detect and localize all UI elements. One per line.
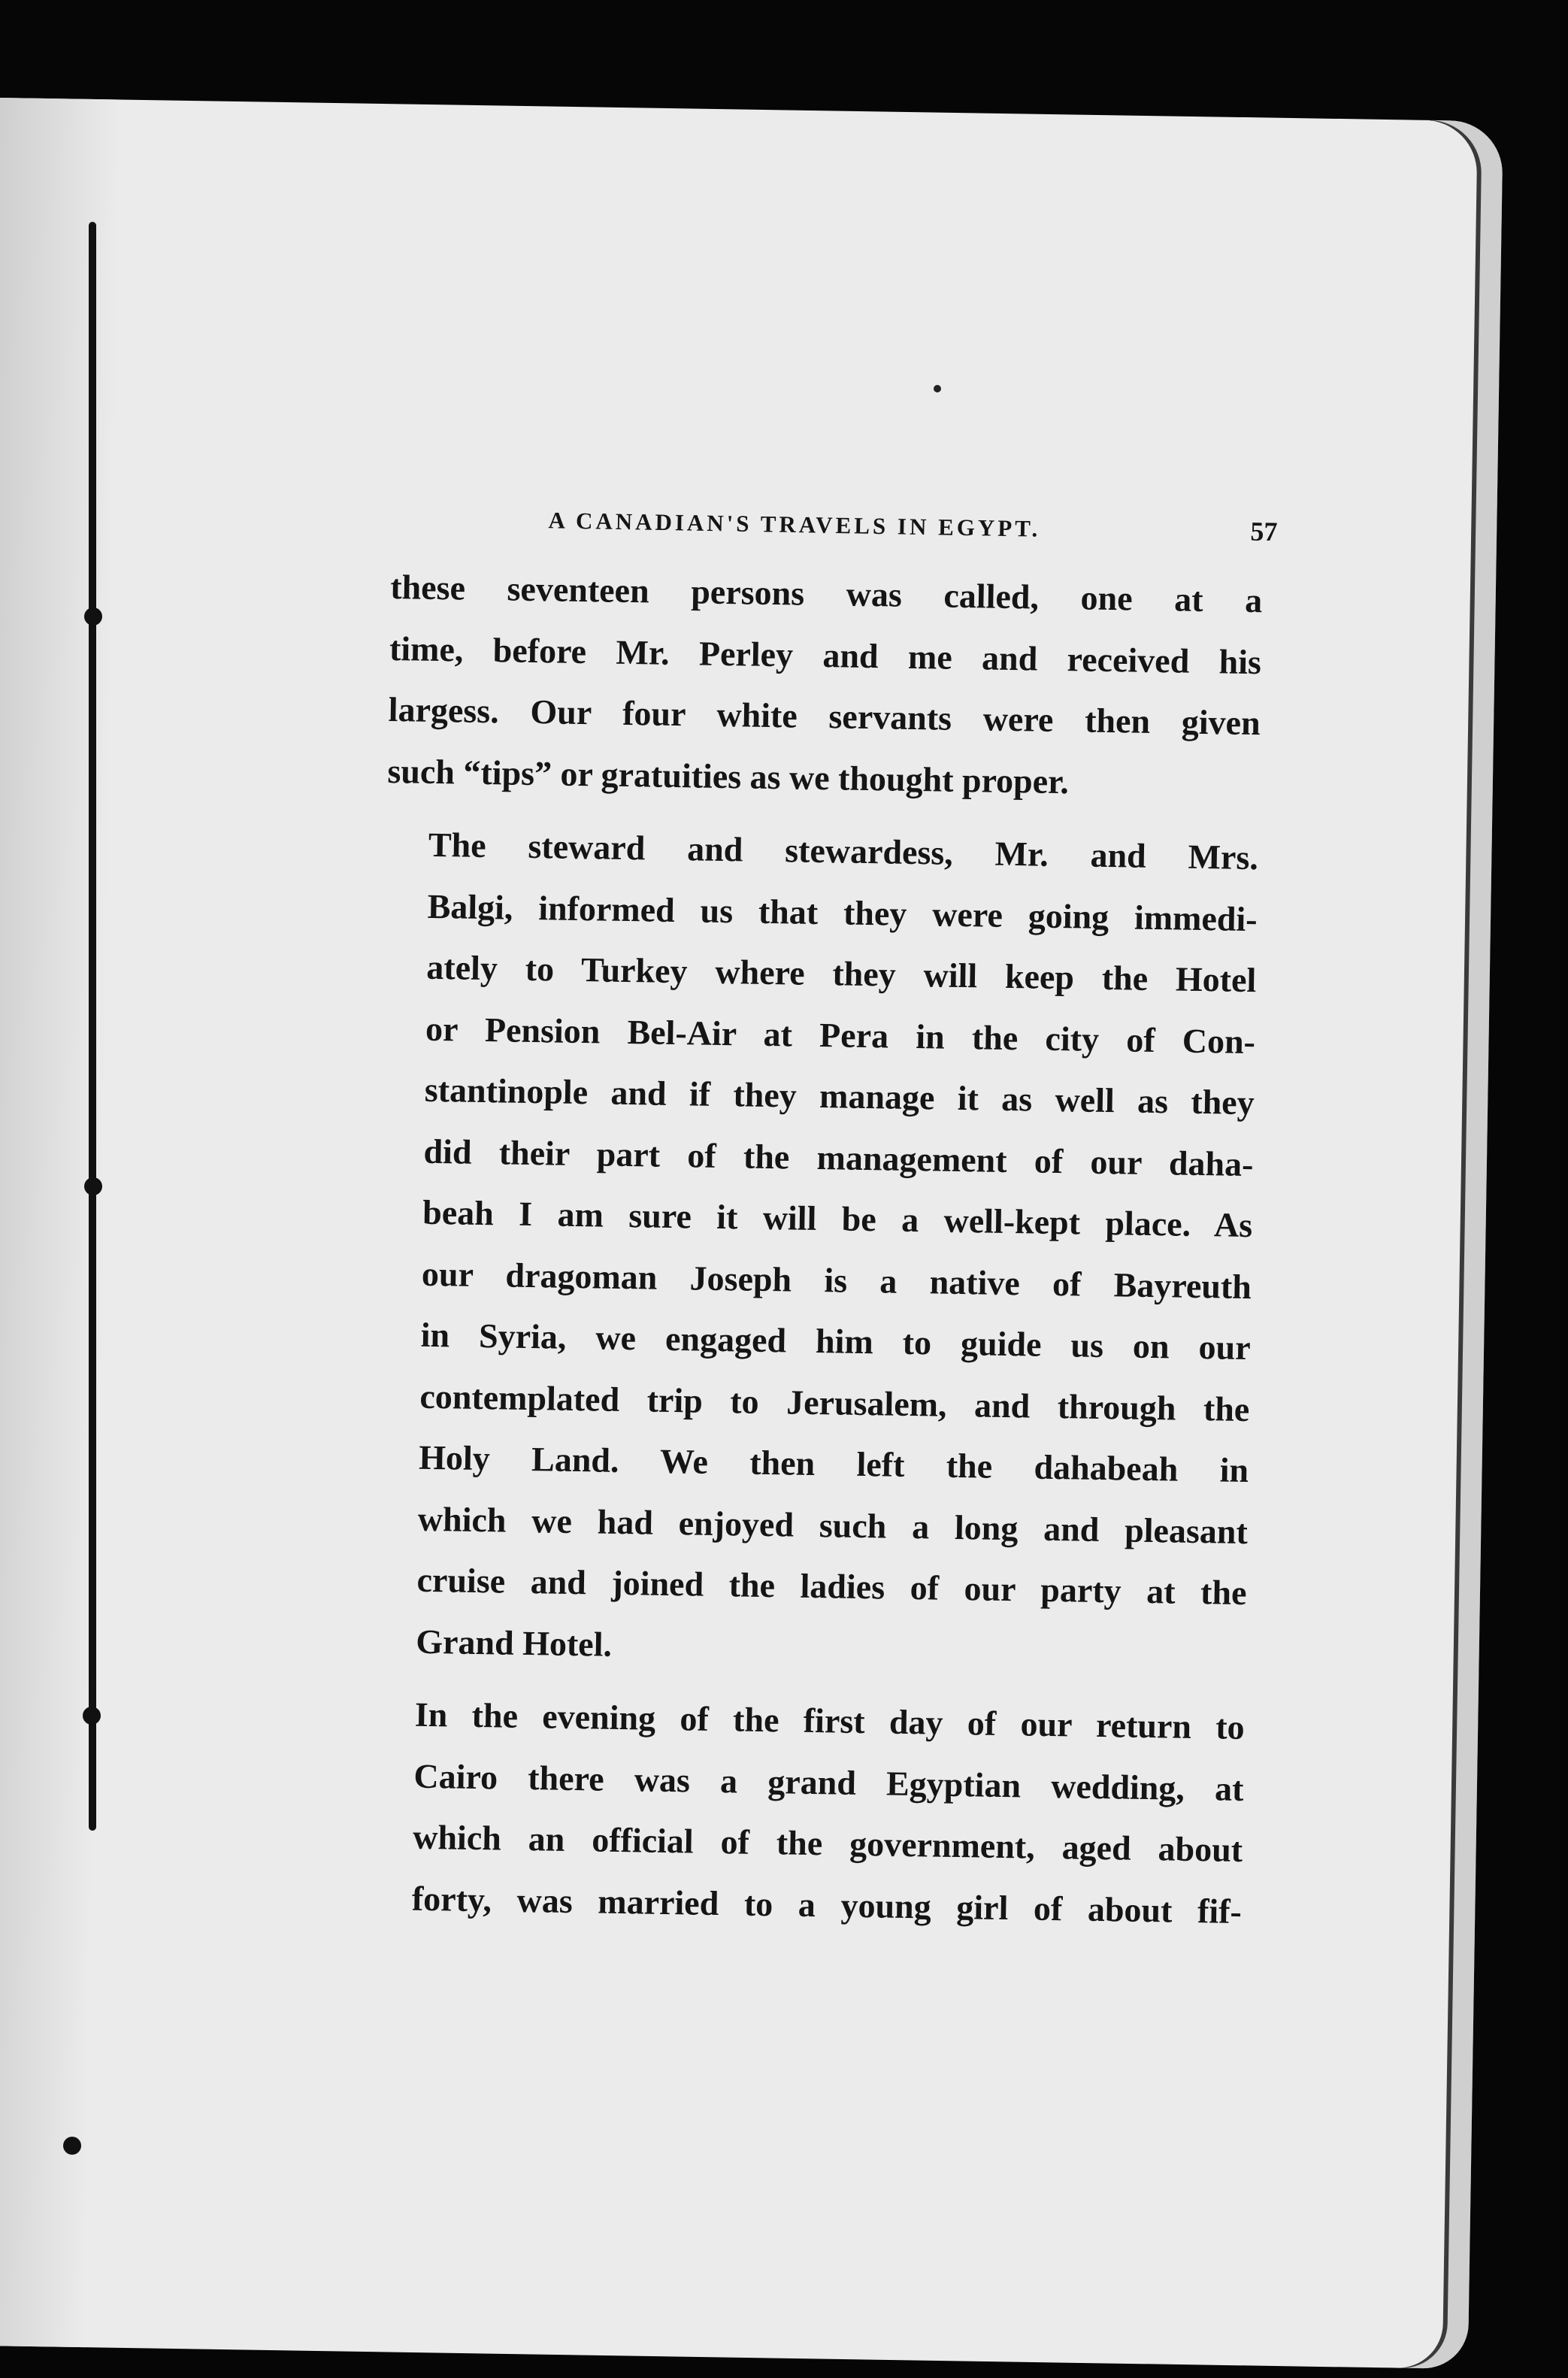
text-line: time, before Mr. Perley and me and received his bbox=[389, 629, 1262, 681]
text-line: or Pension Bel-Air at Pera in the city of Con- bbox=[425, 1009, 1256, 1061]
binding-cord bbox=[89, 222, 96, 1831]
body-text bbox=[369, 556, 1263, 1942]
text-line: did their part of the management of our daha- bbox=[423, 1131, 1254, 1183]
text-line: Holy Land. We then left the dahabeah in bbox=[418, 1437, 1249, 1490]
text-line: Cairo there was a grand Egyptian wedding, at bbox=[413, 1756, 1244, 1808]
text-line: ately to Turkey where they will keep the Hotel bbox=[426, 947, 1257, 1000]
paragraph-2 bbox=[374, 813, 1259, 1685]
text-line: which we had enjoyed such a long and pleasant bbox=[417, 1499, 1249, 1551]
text-line: cruise and joined the ladies of our party at the bbox=[416, 1560, 1247, 1613]
text-line: which an official of the government, aged about bbox=[412, 1817, 1243, 1870]
text-line: In the evening of the first day of our return to bbox=[414, 1695, 1246, 1747]
text-line: Balgi, informed us that they were going immedi- bbox=[427, 886, 1258, 938]
text-line: contemplated trip to Jerusalem, and through the bbox=[419, 1377, 1250, 1428]
text-line: such “tips” or gratuities as we thought proper. bbox=[387, 751, 1070, 801]
text-line: forty, was married to a young girl of about fif- bbox=[411, 1879, 1243, 1931]
paragraph-3 bbox=[369, 1683, 1245, 1942]
page-number: 57 bbox=[1250, 516, 1278, 547]
text-line: beah I am sure it will be a well-kept place. As bbox=[422, 1192, 1253, 1245]
text-line: The steward and stewardess, Mr. and Mrs. bbox=[428, 825, 1259, 877]
text-line: stantinople and if they manage it as well as they bbox=[424, 1070, 1255, 1122]
paragraph-1 bbox=[387, 556, 1263, 815]
text-line: these seventeen persons was called, one at a bbox=[389, 567, 1263, 620]
running-head-title: A CANADIAN'S TRAVELS IN EGYPT. bbox=[548, 507, 1041, 542]
text-line: Grand Hotel. bbox=[415, 1622, 613, 1664]
text-line: in Syria, we engaged him to guide us on our bbox=[420, 1315, 1252, 1368]
page-speck bbox=[934, 385, 941, 392]
text-line: largess. Our four white servants were then given bbox=[388, 689, 1261, 743]
text-line: our dragoman Joseph is a native of Bayreuth bbox=[421, 1254, 1252, 1306]
